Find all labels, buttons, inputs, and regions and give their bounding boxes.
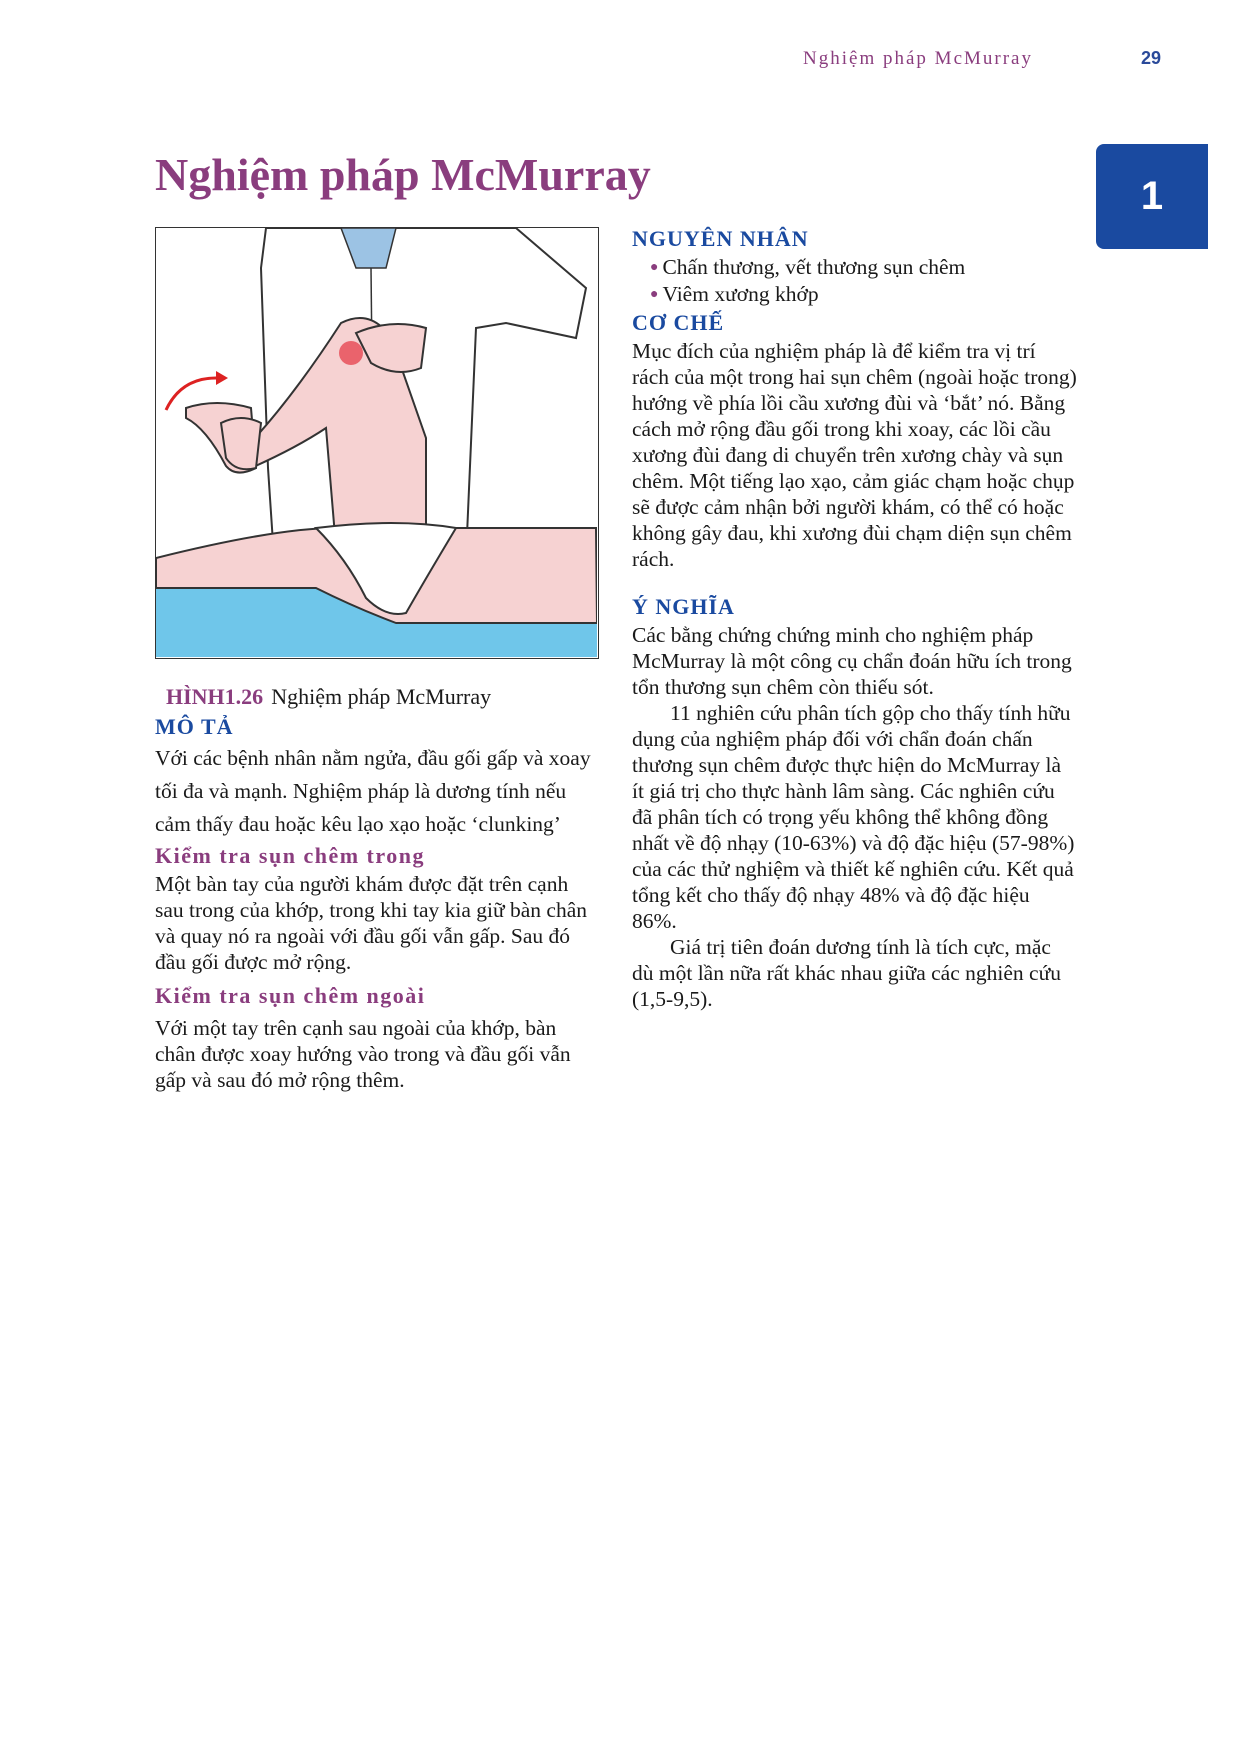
description-heading: MÔ TẢ: [155, 714, 234, 739]
figure-label: HÌNH1.26: [166, 684, 264, 709]
list-item: ● Viêm xương khớp: [650, 282, 819, 306]
mechanism-heading: CƠ CHẾ: [632, 310, 725, 335]
pain-indicator: [339, 341, 363, 365]
medial-meniscus-heading: Kiểm tra sụn chêm trong: [155, 843, 425, 868]
left-column: [155, 712, 600, 1093]
chapter-tab: 1: [1096, 144, 1208, 249]
page-number: 29: [1141, 48, 1162, 68]
causes-heading: NGUYÊN NHÂN: [632, 226, 809, 251]
description-text: Với các bệnh nhân nằm ngửa, đầu gối gấp và xoay tối đa và mạnh. Nghiệm pháp là dương tính nếu cảm thấy đau hoặc kêu lạo xạo hoặc ‘clunking’: [155, 746, 591, 836]
significance-paragraph-3: Giá trị tiên đoán dương tính là tích cực, mặc dù một lần nữa rất khác nhau giữa các nghiên cứu (1,5-9,5).: [632, 935, 1061, 1011]
figure-caption: [166, 684, 491, 710]
figure-illustration: [155, 227, 599, 659]
bullet-icon: ●: [650, 260, 659, 275]
significance-heading: Ý NGHĨA: [632, 594, 735, 619]
page-title: Nghiệm pháp McMurray: [155, 149, 651, 200]
lateral-meniscus-text: Với một tay trên cạnh sau ngoài của khớp, bàn chân được xoay hướng vào trong và đầu gối vẫn gấp và sau đó mở rộng thêm.: [155, 1016, 571, 1092]
running-header: Nghiệm pháp McMurray: [803, 48, 1033, 69]
causes-list: [632, 254, 1077, 308]
figure-caption-text: Nghiệm pháp McMurray: [271, 684, 492, 709]
significance-paragraph-2: 11 nghiên cứu phân tích gộp cho thấy tính hữu dụng của nghiệm pháp đối với chẩn đoán chấn thương sụn chêm được thực hiện do McMurray là ít giá trị cho thực hành lâm sàng. Các nghiên cứu đã phân tích có trọng yếu không thể không đồng nhất về độ nhạy (10-63%) và độ đặc hiệu (57-98%) của các thử nghiệm và thiết kế nghiên cứu. Kết quả tổng kết cho thấy độ nhạy 48% và độ đặc hiệu 86%.: [632, 701, 1075, 933]
medial-meniscus-text: Một bàn tay của người khám được đặt trên cạnh sau trong của khớp, trong khi tay kia giữ bàn chân và quay nó ra ngoài với đầu gối vẫn gấp. Sau đó đầu gối được mở rộng.: [155, 872, 588, 974]
list-item: ● Chấn thương, vết thương sụn chêm: [650, 255, 966, 279]
significance-paragraph-1: Các bằng chứng chứng minh cho nghiệm pháp McMurray là một công cụ chẩn đoán hữu ích trong tổn thương sụn chêm còn thiếu sót.: [632, 623, 1072, 699]
right-column: [632, 224, 1077, 1012]
bullet-icon: ●: [650, 287, 659, 302]
mechanism-text: Mục đích của nghiệm pháp là để kiểm tra vị trí rách của một trong hai sụn chêm (ngoài hoặc trong) hướng về phía lồi cầu xương đùi và ‘bắt’ nó. Bằng cách mở rộng đầu gối trong khi xoay, các lồi cầu xương đùi đang di chuyển trên xương chày và sụn chêm. Một tiếng lạo xạo, cảm giác chạm hoặc chụp sẽ được cảm nhận bởi người khám, có thể có hoặc không gây đau, khi xương đùi chạm diện sụn chêm rách.: [632, 339, 1077, 571]
lateral-meniscus-heading: Kiểm tra sụn chêm ngoài: [155, 983, 426, 1008]
